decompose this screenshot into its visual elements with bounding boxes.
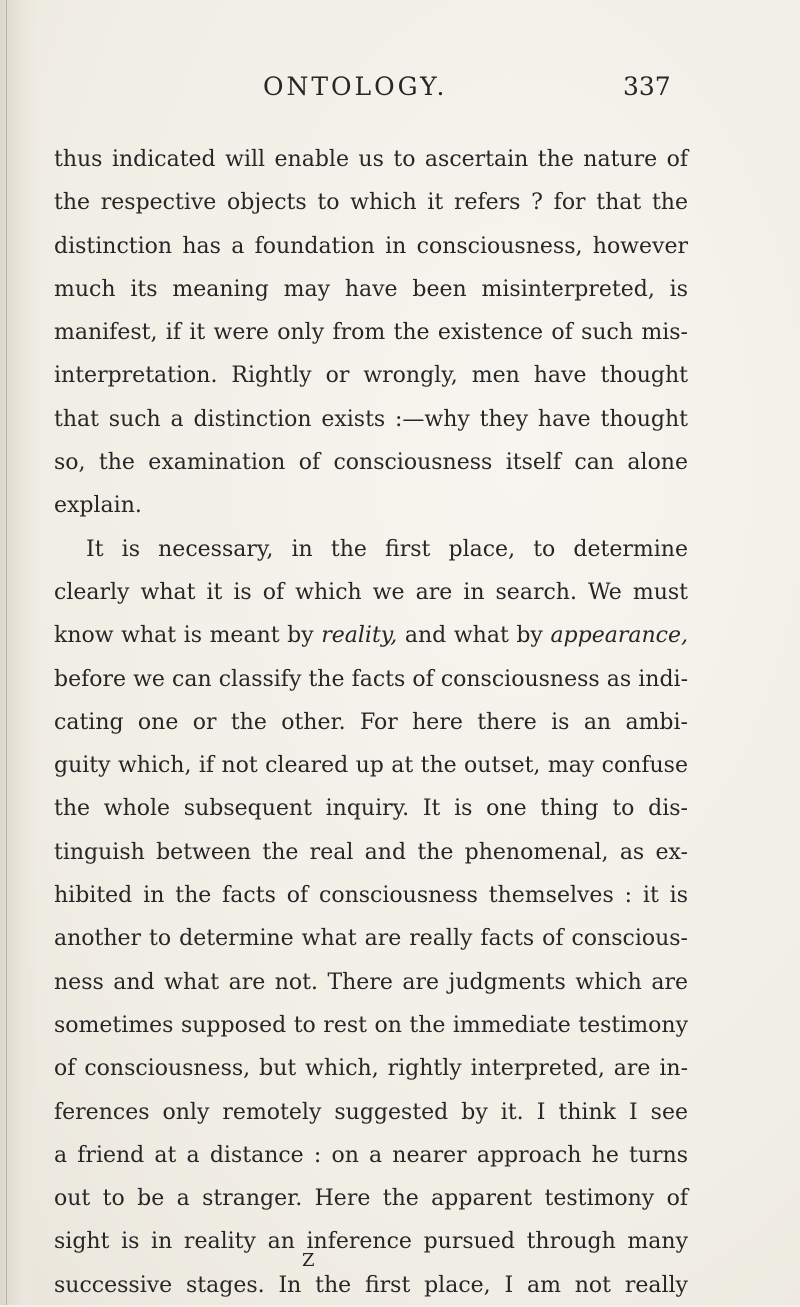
italic-term-reality: reality, — [321, 623, 398, 649]
text-line: the whole subsequent inquiry. It is one thing to dis- — [54, 796, 688, 822]
text-line: guity which, if not cleared up at the outset, may confuse — [54, 753, 688, 779]
text-line: much its meaning may have been misinterpreted, is — [54, 276, 688, 302]
signature-mark: Z — [302, 1250, 315, 1271]
text-run: know what is meant by — [54, 623, 322, 649]
italic-term-appearance: appearance, — [550, 623, 688, 649]
text-line: that such a distinction exists :—why they have thought — [54, 406, 688, 432]
text-line: sometimes supposed to rest on the immediate testimony — [54, 1012, 688, 1038]
text-line: successive stages. In the first place, I am not really — [54, 1272, 688, 1298]
text-line: thus indicated will enable us to ascertain the nature of — [54, 147, 688, 172]
text-line: a friend at a distance : on a nearer approach he turns — [54, 1142, 688, 1168]
text-line: another to determine what are really facts of conscious- — [54, 926, 688, 952]
text-line: sight is in reality an inference pursued through many — [54, 1229, 688, 1255]
text-line: so, the examination of consciousness itself can alone — [54, 450, 688, 476]
body-text — [54, 138, 688, 1307]
text-run: and what by — [397, 623, 551, 649]
text-line: cating one or the other. For here there is an ambi- — [54, 709, 688, 735]
text-line: hibited in the facts of consciousness themselves : it is — [54, 883, 688, 909]
text-line: ness and what are not. There are judgments which are — [54, 969, 688, 995]
page-binding-edge — [0, 0, 40, 1305]
page-header — [0, 72, 800, 122]
text-line: before we can classify the facts of consciousness as indi- — [54, 666, 688, 692]
paragraph-start-line: It is necessary, in the first place, to determine — [86, 536, 688, 562]
text-line: clearly what it is of which we are in search. We must — [54, 579, 688, 605]
text-line: manifest, if it were only from the existence of such mis- — [54, 320, 688, 346]
text-line: ferences only remotely suggested by it. I think I see — [54, 1099, 688, 1125]
running-head: ONTOLOGY. — [263, 72, 448, 101]
text-line: out to be a stranger. Here the apparent testimony of — [54, 1186, 688, 1212]
text-line: distinction has a foundation in consciousness, however — [54, 233, 688, 259]
text-line: the respective objects to which it refers ? for that the — [54, 190, 688, 216]
text-line: explain. — [54, 493, 142, 519]
page-number: 337 — [623, 72, 671, 101]
text-line: tinguish between the real and the phenomenal, as ex- — [54, 839, 688, 865]
text-line: interpretation. Rightly or wrongly, men have thought — [54, 363, 688, 389]
text-line: of consciousness, but which, rightly interpreted, are in- — [54, 1056, 688, 1082]
text-line-with-italics — [54, 614, 688, 657]
